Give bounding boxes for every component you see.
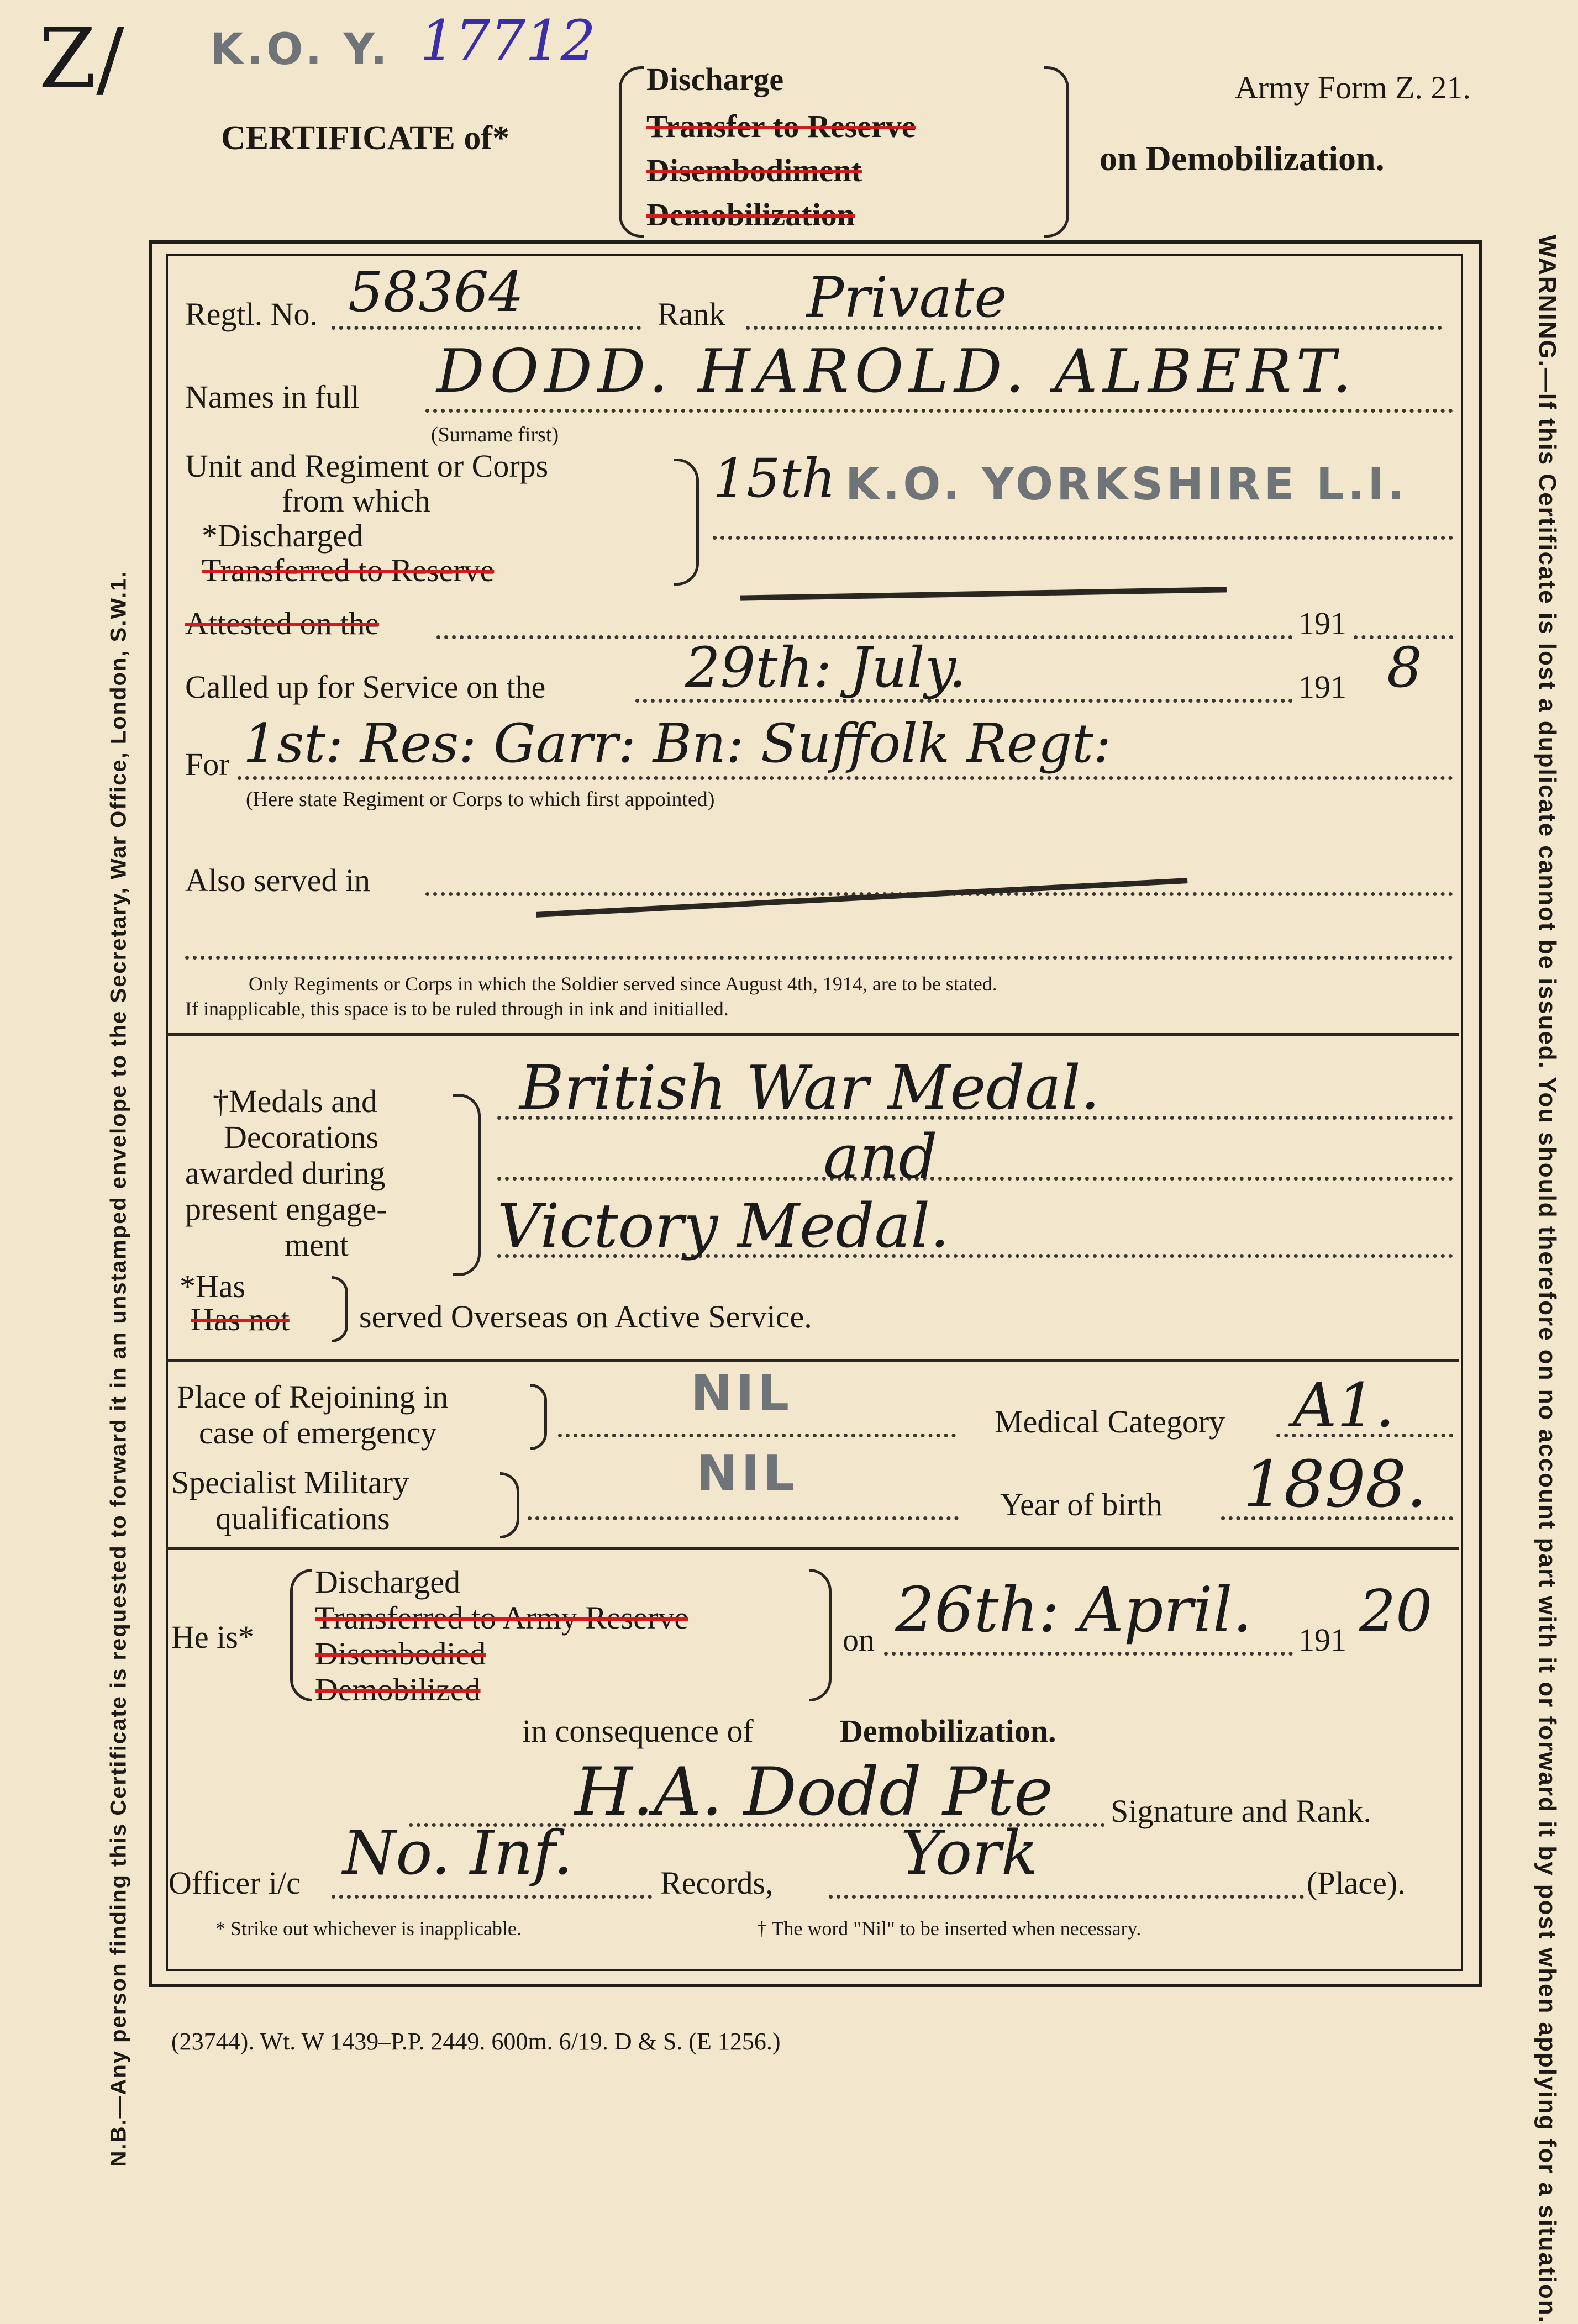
medals-label-5: ment (285, 1227, 349, 1263)
medals-label-1: †Medals and (213, 1083, 377, 1119)
section-divider-3 (166, 1547, 1459, 1550)
regtl-no-dots (332, 326, 641, 330)
specialist-label-1: Specialist Military (171, 1464, 409, 1500)
footnote-strike-out: * Strike out whichever is inapplicable. (215, 1917, 522, 1940)
header-right-brace (1044, 66, 1069, 238)
officer-dots (332, 1895, 652, 1899)
right-side-note: WARNING.—If this Certificate is lost a duplicate cannot be issued. You should therefore on no account part with it or forward it by post when applying for a situation. (1534, 235, 1561, 2324)
also-served-dots-2 (185, 956, 1453, 960)
rejoin-value: NIL (691, 1364, 793, 1422)
records-label: Records, (660, 1865, 774, 1901)
rank-label: Rank (658, 296, 725, 332)
rank-value: Private (807, 265, 1007, 330)
unit-stamp-value: K.O. YORKSHIRE L.I. (845, 459, 1408, 510)
place-value: York (901, 1817, 1038, 1888)
form-id: Army Form Z. 21. (1235, 70, 1471, 106)
he-is-option-discharged: Discharged (315, 1564, 461, 1600)
medals-brace (453, 1094, 481, 1276)
option-demobilization: Demobilization (646, 197, 855, 233)
unit-hand-value: 15th (713, 447, 836, 509)
medical-label: Medical Category (995, 1404, 1225, 1440)
certificate-suffix: on Demobilization. (1100, 139, 1385, 178)
header-left-brace (619, 66, 644, 238)
unit-dots (713, 536, 1453, 540)
specialist-value: NIL (696, 1445, 798, 1503)
medals-dots-2 (497, 1177, 1453, 1181)
for-label: For (185, 746, 230, 782)
he-is-right-brace (809, 1569, 832, 1701)
discharge-year-digit: 20 (1359, 1577, 1433, 1645)
signature-value: H.A. Dodd Pte (575, 1754, 1053, 1831)
rejoin-dots (558, 1434, 956, 1437)
section-divider-2 (166, 1359, 1459, 1362)
option-discharge: Discharge (646, 61, 784, 97)
unit-label-4: Transferred to Reserve (202, 552, 495, 588)
certificate-title: CERTIFICATE of* (221, 119, 510, 157)
overseas-label: served Overseas on Active Service. (359, 1299, 812, 1335)
has-brace (332, 1276, 348, 1342)
place-label: (Place). (1307, 1865, 1406, 1901)
medals-label-2: Decorations (224, 1119, 379, 1155)
officer-label: Officer i/c (169, 1865, 301, 1901)
officer-value: No. Inf. (343, 1817, 573, 1888)
called-year-prefix: 191 (1298, 669, 1346, 705)
rejoin-brace (530, 1384, 547, 1450)
names-value: DODD. HAROLD. ALBERT. (436, 337, 1358, 406)
only-regiments-note: Only Regiments or Corps in which the Soldier served since August 4th, 1914, are to be stated. (249, 973, 997, 995)
option-transfer-to-reserve: Transfer to Reserve (646, 108, 916, 144)
on-label: on (843, 1622, 875, 1658)
unit-brace (674, 459, 699, 586)
rejoin-label-2: case of emergency (199, 1415, 437, 1451)
discharge-date-value: 26th: April. (895, 1574, 1253, 1646)
called-label: Called up for Service on the (185, 669, 546, 705)
consequence-value: Demobilization. (840, 1713, 1056, 1749)
he-is-label: He is* (171, 1619, 254, 1655)
medals-value-3: Victory Medal. (497, 1190, 950, 1261)
unit-label-2: from which (282, 483, 430, 519)
medals-label-3: awarded during (185, 1155, 386, 1191)
names-label: Names in full (185, 379, 360, 415)
discharge-date-dots (884, 1652, 1293, 1656)
he-is-option-disembodied: Disembodied (315, 1636, 486, 1672)
unit-label-3: *Discharged (202, 518, 364, 554)
names-sub-label: (Surname first) (431, 423, 559, 446)
medals-value-2: and (823, 1121, 938, 1192)
medals-label-4: present engage- (185, 1191, 387, 1227)
he-is-option-demobilized: Demobilized (315, 1672, 481, 1708)
rejoin-label-1: Place of Rejoining in (177, 1379, 449, 1415)
printer-line: (23744). Wt. W 1439–P.P. 2449. 600m. 6/19. D & S. (E 1256.) (171, 2028, 781, 2055)
reference-prefix: Z/ (39, 11, 124, 107)
unit-stamp: K.O. Y. (210, 25, 391, 75)
also-served-label: Also served in (185, 862, 371, 898)
attested-year: 191 (1298, 605, 1346, 641)
signature-label: Signature and Rank. (1111, 1793, 1371, 1829)
section-divider-1 (166, 1033, 1459, 1036)
has-not-label: Has not (191, 1301, 290, 1337)
left-side-note: N.B.—Any person finding this Certificate is requested to forward it in an unstamped envelope to the Secretary, War Office, London, S.W.1. (106, 570, 131, 2167)
reference-number: 17712 (420, 8, 596, 73)
medals-value-1: British War Medal. (519, 1052, 1100, 1123)
birth-value: 1898. (1243, 1447, 1427, 1522)
names-dots (425, 409, 1453, 413)
regtl-no-value: 58364 (348, 260, 524, 324)
medical-value: A1. (1293, 1370, 1395, 1441)
place-dots (829, 1895, 1304, 1899)
for-dots (238, 776, 1453, 780)
birth-label: Year of birth (1000, 1487, 1163, 1522)
unit-label-1: Unit and Regiment or Corps (185, 448, 549, 484)
specialist-label-2: qualifications (215, 1500, 390, 1536)
specialist-brace (500, 1472, 519, 1538)
option-disembodiment: Disembodiment (646, 152, 862, 188)
attested-label: Attested on the (185, 605, 380, 641)
for-sub-label: (Here state Regiment or Corps to which first appointed) (246, 788, 715, 811)
footnote-nil: † The word "Nil" to be inserted when necessary. (757, 1917, 1142, 1940)
called-year-digit: 8 (1387, 635, 1422, 700)
regtl-no-label: Regtl. No. (185, 296, 318, 332)
called-date-value: 29th: July. (685, 635, 966, 700)
inapplicable-note: If inapplicable, this space is to be ruled through in ink and initialled. (185, 998, 729, 1020)
discharge-year-prefix: 191 (1298, 1622, 1346, 1658)
he-is-option-transferred: Transferred to Army Reserve (315, 1600, 688, 1636)
for-value: 1st: Res: Garr: Bn: Suffolk Regt: (243, 713, 1112, 774)
consequence-label: in consequence of (522, 1713, 754, 1749)
he-is-left-brace (290, 1569, 312, 1701)
specialist-dots (528, 1516, 959, 1520)
has-label: *Has (180, 1268, 246, 1304)
